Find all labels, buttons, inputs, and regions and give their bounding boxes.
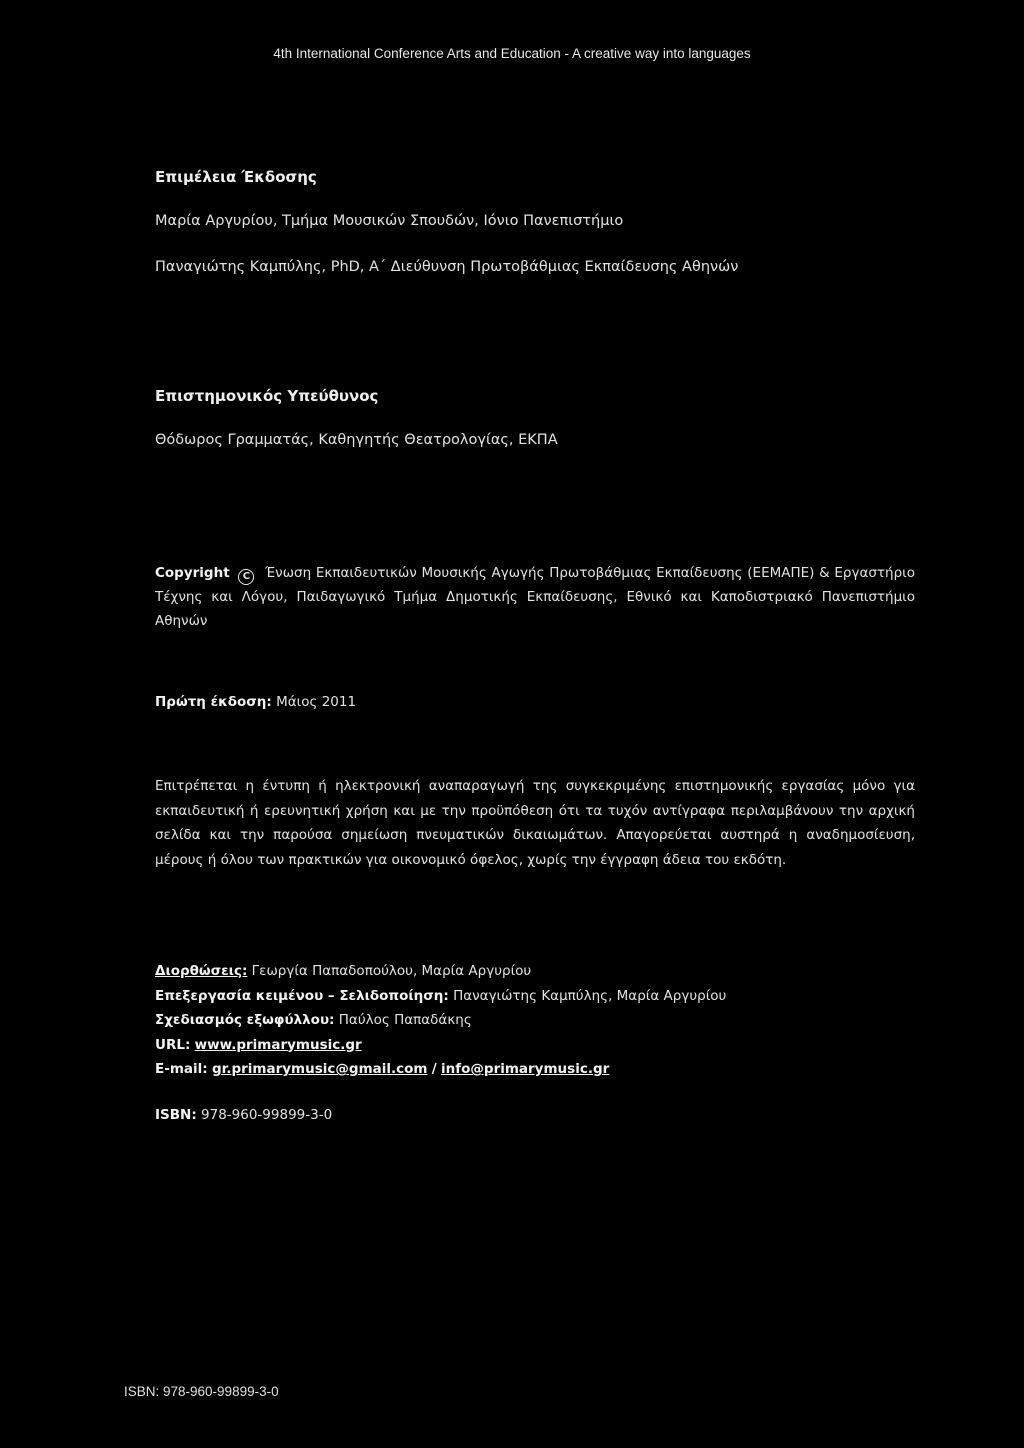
corrections-value: Γεωργία Παπαδοπούλου, Μαρία Αργυρίου [251,963,532,979]
processing-value: Παναγιώτης Καμπύλης, Μαρία Αργυρίου [453,987,727,1004]
scientific-heading: Επιστημονικός Υπεύθυνος [155,387,379,405]
cover-label: Σχεδιασμός εξωφύλλου: [155,1012,335,1028]
copyright-paragraph [155,561,915,633]
url-row [155,1033,915,1058]
editing-heading: Επιμέλεια Έκδοσης [155,168,317,186]
url-link[interactable]: www.primarymusic.gr [194,1036,362,1053]
copyright-icon: C [238,569,254,585]
email-row [155,1057,915,1082]
email-label: E-mail: [155,1061,208,1077]
editor-name-2: Παναγιώτης Καμπύλης, PhD, Α΄ Διεύθυνση Πρωτοβάθμιας Εκπαίδευσης Αθηνών [155,259,739,275]
edition-value: Μάιος 2011 [276,694,357,710]
isbn-line [155,1107,915,1123]
credits-section [155,959,915,1082]
corrections-row [155,959,915,984]
processing-label: Επεξεργασία κειμένου – Σελιδοποίηση: [155,987,449,1004]
editor-line-1 [155,213,915,229]
editor-line-2 [155,259,915,275]
corrections-label: Διορθώσεις: [155,963,248,979]
processing-row [155,984,915,1009]
copyright-text: Ένωση Εκπαιδευτικών Μουσικής Αγωγής Πρωτοβάθμιας Εκπαίδευσης (ΕΕΜΑΠΕ) & Εργαστήριο Τέχνης και Λόγου, Παιδαγωγικό Τμήμα Δημοτικής Εκπαίδευσης, Εθνικό και Καποδιστριακό Πανεπιστήμιο Αθηνών [155,565,916,629]
editing-section [155,168,915,186]
email-link-1[interactable]: gr.primarymusic@gmail.com [211,1061,428,1077]
scientific-person: Θόδωρος Γραμματάς, Καθηγητής Θεατρολογίας, ΕΚΠΑ [155,432,558,448]
scientific-person-line [155,432,915,448]
email-separator: / [431,1061,437,1077]
editor-name-1: Μαρία Αργυρίου, Τμήμα Μουσικών Σπουδών, Ιόνιο Πανεπιστήμιο [155,213,624,229]
edition-line [155,694,915,710]
permission-section [155,774,915,872]
edition-section [155,694,915,710]
url-label: URL: [155,1036,191,1053]
isbn-label: ISBN: [155,1107,197,1123]
footer-isbn: ISBN: 978-960-99899-3-0 [124,1384,279,1399]
cover-value: Παύλος Παπαδάκης [338,1012,472,1028]
edition-label: Πρώτη έκδοση: [155,694,272,710]
cover-row [155,1008,915,1033]
copyright-label: Copyright [155,565,230,581]
scientific-section [155,387,915,405]
isbn-section [155,1107,915,1123]
copyright-section [155,561,915,633]
running-header: 4th International Conference Arts and Education - A creative way into languages [273,46,751,61]
permission-paragraph: Επιτρέπεται η έντυπη ή ηλεκτρονική αναπαραγωγή της συγκεκριμένης επιστημονικής εργασίας μόνο για εκπαιδευτική ή ερευνητική χρήση και με την προϋπόθεση ότι τα τυχόν αντίγραφα περιλαμβάνουν την αρχική σελίδα και την παρούσα σημείωση πνευματικών δικαιωμάτων. Απαγορεύεται αυστηρά η αναδημοσίευση, μέρους ή όλου των πρακτικών για οικονομικό όφελος, χωρίς την έγγραφη άδεια του εκδότη. [155,778,915,868]
email-link-2[interactable]: info@primarymusic.gr [441,1061,610,1077]
isbn-value: 978-960-99899-3-0 [201,1107,333,1123]
